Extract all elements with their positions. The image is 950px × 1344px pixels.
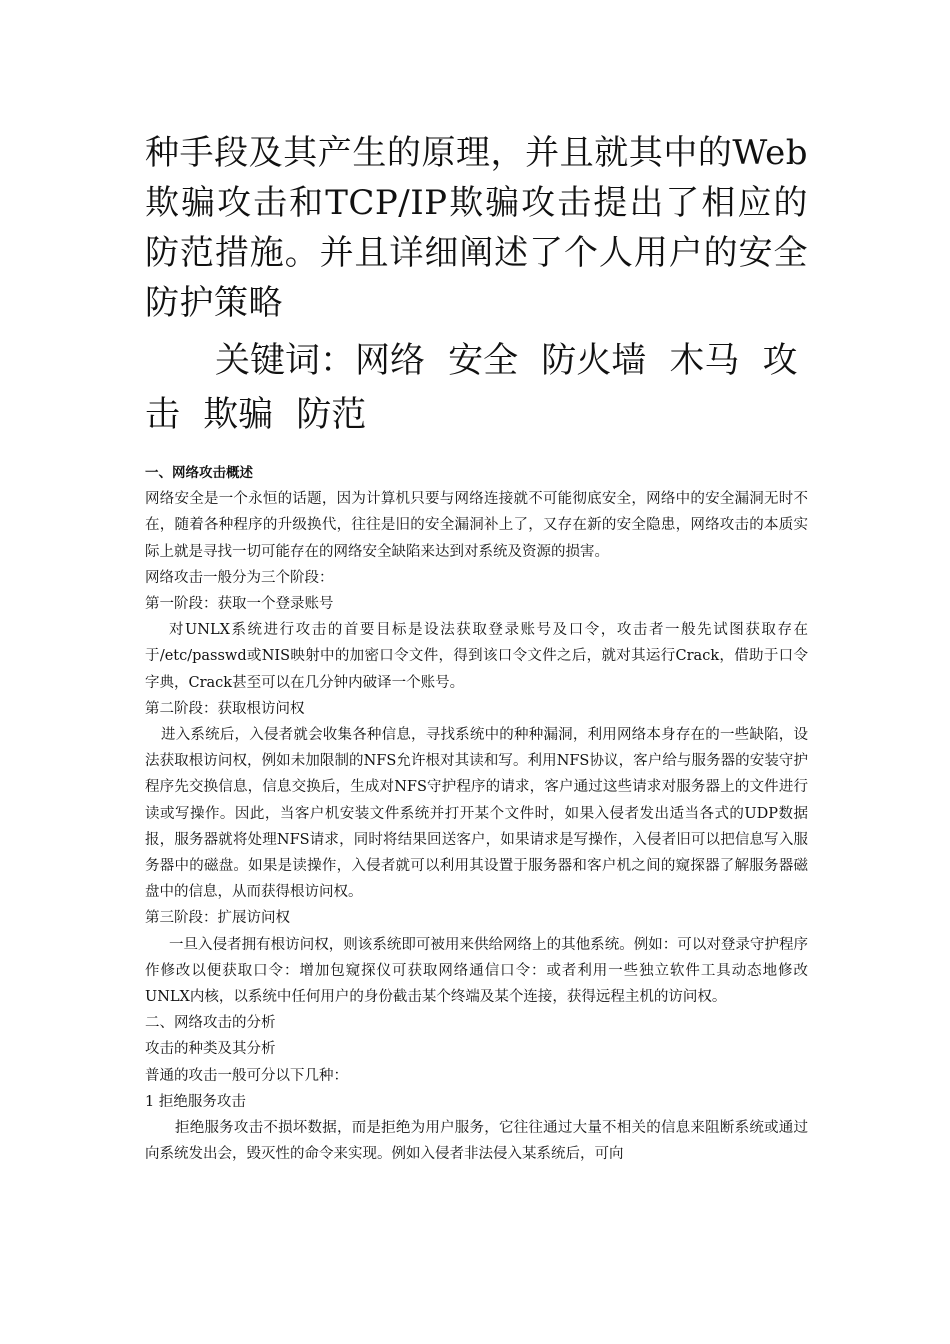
section1-paragraph: 网络安全是一个永恒的话题，因为计算机只要与网络连接就不可能彻底安全，网络中的安全漏洞无时不在，随着各种程序的升级换代，往往是旧的安全漏洞补上了，又存在新的安全隐患，网络攻击的本质实际上就是寻找一切可能存在的网络安全缺陷来达到对系统及资源的损害。: [145, 491, 808, 560]
stage2-text: 进入系统后，入侵者就会收集各种信息，寻找系统中的种种漏洞，利用网络本身存在的一些缺陷，设法获取根访问权，例如未加限制的NFS允许根对其读和写。利用NFS协议，客户给与服务器的安装守护程序先交换信息，信息交换后，生成对NFS守护程序的请求，客户通过这些请求对服务器上的文件进行读或写操作。因此，当客户机安装文件系统并打开某个文件时，如果入侵者发出适当各式的UDP数据报，服务器就将处理NFS请求，同时将结果回送客户，如果请求是写操作，入侵者旧可以把信息写入服务器中的磁盘。如果是读操作，入侵者就可以利用其设置于服务器和客户机之间的窥探器了解服务器磁盘中的信息，从而获得根访问权。: [145, 727, 808, 901]
item1-title: 1 拒绝服务攻击: [145, 1093, 246, 1110]
document-content: [145, 128, 808, 1167]
section-heading-1: 一、网络攻击概述: [145, 465, 253, 481]
stage1-title: 第一阶段：获取一个登录账号: [145, 596, 334, 613]
section2-intro: 普通的攻击一般可分以下几种：: [145, 1067, 348, 1084]
stage2-title: 第二阶段：获取根访问权: [145, 700, 305, 717]
body-text: [145, 460, 808, 1167]
lead-paragraph: 种手段及其产生的原理，并且就其中的Web欺骗攻击和TCP/IP欺骗攻击提出了相应的防范措施。并且详细阐述了个人用户的安全防护策略: [145, 133, 808, 323]
stages-intro: 网络攻击一般分为三个阶段：: [145, 569, 334, 586]
stage3-title: 第三阶段：扩展访问权: [145, 910, 290, 927]
section2-subheading: 攻击的种类及其分析: [145, 1041, 276, 1058]
section-heading-2: 二、网络攻击的分析: [145, 1015, 276, 1032]
keywords-line: 关键词：网络 安全 防火墙 木马 攻击 欺骗 防范: [145, 341, 798, 435]
item1-text: 拒绝服务攻击不损坏数据，而是拒绝为用户服务，它往往通过大量不相关的信息来阻断系统或通过向系统发出会，毁灭性的命令来实现。例如入侵者非法侵入某系统后，可向: [145, 1120, 808, 1163]
stage1-text: 对UNLX系统进行攻击的首要目标是设法获取登录账号及口令，攻击者一般先试图获取存在于/etc/passwd或NIS映射中的加密口令文件，得到该口令文件之后，就对其运行Crack，借助于口令字典，Crack甚至可以在几分钟内破译一个账号。: [145, 622, 808, 691]
stage3-text: 一旦入侵者拥有根访问权，则该系统即可被用来供给网络上的其他系统。例如：可以对登录守护程序作修改以便获取口令：增加包窥探仪可获取网络通信口令：或者利用一些独立软件工具动态地修改UNLX内核，以系统中任何用户的身份截击某个终端及某个连接，获得远程主机的访问权。: [145, 936, 808, 1006]
